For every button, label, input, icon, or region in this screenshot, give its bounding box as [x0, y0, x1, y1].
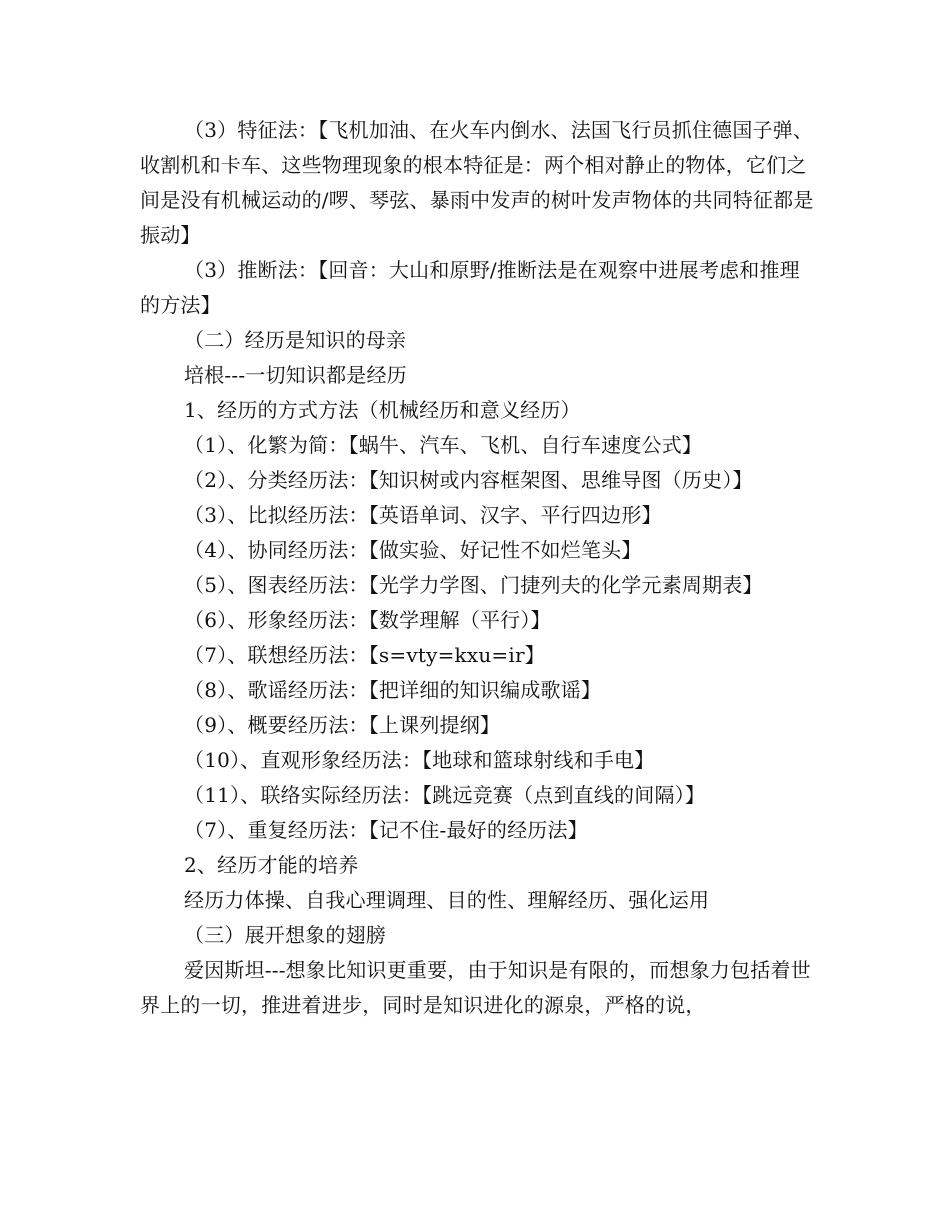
document-body — [140, 113, 816, 1023]
list-item-cooperate: （4）、协同经历法：【做实验、好记性不如烂笔头】 — [184, 538, 642, 562]
list-item-compare: （3）、比拟经历法：【英语单词、汉字、平行四边形】 — [184, 503, 662, 527]
list-item-association: （7）、联想经历法：【s=vty=kxu=ir】 — [184, 643, 545, 667]
section-heading-imagination: （三）展开想象的翅膀 — [184, 923, 386, 947]
subheading-memory-training: 2、经历才能的培养 — [184, 853, 359, 877]
paragraph-einstein-quote: 爱因斯坦---想象比知识更重要，由于知识是有限的，而想象力包括着世界上的一切，推进着进步，同时是知识进化的源泉，严格的说， — [140, 958, 811, 1017]
list-item-ballad: （8）、歌谣经历法：【把详细的知识编成歌谣】 — [184, 678, 602, 702]
paragraph-bacon-quote: 培根---一切知识都是经历 — [184, 363, 407, 387]
list-item-outline: （9）、概要经历法：【上课列提纲】 — [184, 713, 501, 737]
list-item-chart: （5）、图表经历法：【光学力学图、门捷列夫的化学元素周期表】 — [184, 573, 763, 597]
section-heading-memory: （二）经历是知识的母亲 — [184, 328, 407, 352]
list-item-simplify: （1）、化繁为简：【蜗牛、汽车、飞机、自行车速度公式】 — [184, 433, 703, 457]
paragraph-memory-training: 经历力体操、自我心理调理、目的性、理解经历、强化运用 — [184, 888, 710, 912]
list-item-practical: （11）、联络实际经历法：【跳远竞赛（点到直线的间隔）】 — [184, 783, 706, 807]
list-item-intuitive: （10）、直观形象经历法：【地球和篮球射线和手电】 — [184, 748, 655, 772]
subheading-memory-methods: 1、经历的方式方法（机械经历和意义经历） — [184, 398, 581, 422]
paragraph-feature-method: （3）特征法：【飞机加油、在火车内倒水、法国飞行员抓住德国子弹、收割机和卡车、这些物理现象的根本特征是：两个相对静止的物体，它们之间是没有机械运动的/啰、琴弦、暴雨中发声的树叶发声物体的共同特征都是振动】 — [140, 118, 814, 247]
list-item-image: （6）、形象经历法：【数学理解（平行）】 — [184, 608, 551, 632]
list-item-classify: （2）、分类经历法：【知识树或内容框架图、思维导图（历史）】 — [184, 468, 753, 492]
list-item-repetition: （7）、重复经历法：【记不住-最好的经历法】 — [184, 818, 588, 842]
paragraph-inference-method: （3）推断法：【回音：大山和原野/推断法是在观察中进展考虑和推理的方法】 — [140, 258, 800, 317]
